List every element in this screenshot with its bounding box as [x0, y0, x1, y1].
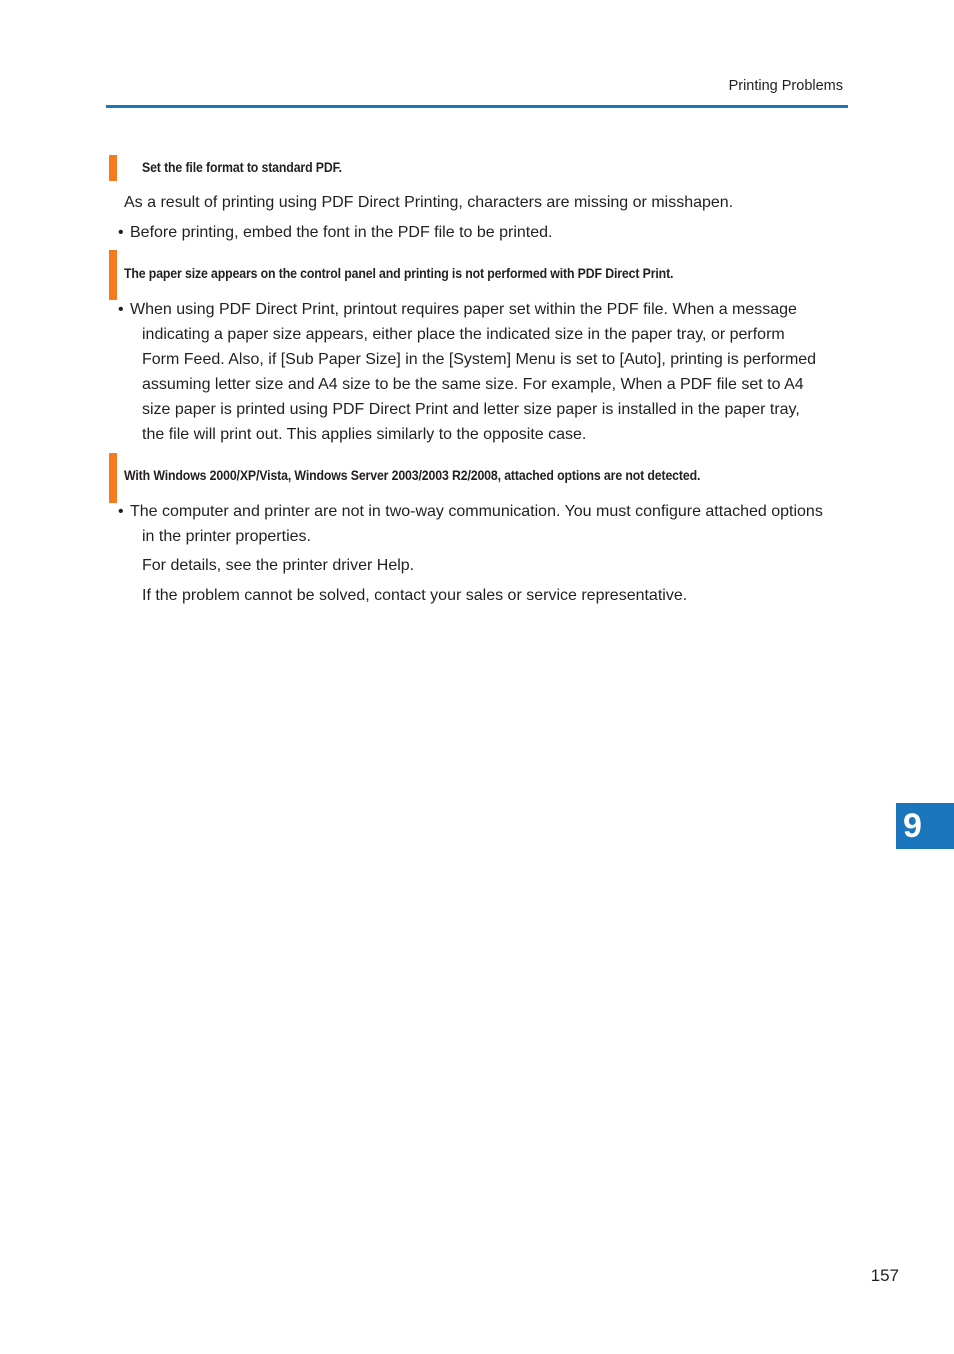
section-3-heading-bar — [109, 453, 117, 503]
section-2-line-5: size paper is printed using PDF Direct Print and letter size paper is installed in the paper tray, — [142, 401, 800, 418]
section-2-line-6: the file will print out. This applies similarly to the opposite case. — [142, 426, 587, 443]
section-3-note-2: If the problem cannot be solved, contact your sales or service representative. — [142, 587, 688, 604]
section-3-line-2: in the printer properties. — [142, 528, 311, 545]
section-2-line-1: When using PDF Direct Print, printout requires paper set within the PDF file. When a message — [130, 301, 797, 318]
section-2-heading: The paper size appears on the control panel and printing is not performed with PDF Direct Print. — [124, 265, 674, 281]
section-3-heading: With Windows 2000/XP/Vista, Windows Server 2003/2003 R2/2008, attached options are not detected. — [124, 467, 701, 483]
running-header-title: Printing Problems — [728, 78, 843, 94]
section-2-line-4: assuming letter size and A4 size to be the same size. For example, When a PDF file set to A4 — [142, 376, 804, 393]
section-3-line-1: The computer and printer are not in two-way communication. You must configure attached options — [130, 503, 823, 520]
section-1-bullet-text: Before printing, embed the font in the PDF file to be printed. — [130, 224, 553, 241]
chapter-tab: 9 — [896, 803, 954, 849]
section-2-line-3: Form Feed. Also, if [Sub Paper Size] in the [System] Menu is set to [Auto], printing is performed — [142, 351, 817, 368]
section-3-bullet-paragraph — [130, 499, 823, 549]
section-1-heading-bar — [109, 155, 117, 181]
section-3-note-1: For details, see the printer driver Help. — [142, 557, 415, 574]
section-2-heading-bar — [109, 250, 117, 300]
section-2-line-2: indicating a paper size appears, either place the indicated size in the paper tray, or perform — [142, 326, 785, 343]
section-1-bullet-symbol: • — [118, 224, 124, 241]
section-3-bullet-symbol: • — [118, 503, 124, 520]
section-1-intro: As a result of printing using PDF Direct Printing, characters are missing or misshapen. — [124, 194, 734, 211]
header-rule — [106, 105, 848, 108]
section-2-bullet-symbol: • — [118, 301, 124, 318]
section-2-bullet-paragraph — [130, 297, 816, 447]
section-1-heading: Set the file format to standard PDF. — [142, 159, 342, 175]
page-number: 157 — [870, 1266, 899, 1285]
